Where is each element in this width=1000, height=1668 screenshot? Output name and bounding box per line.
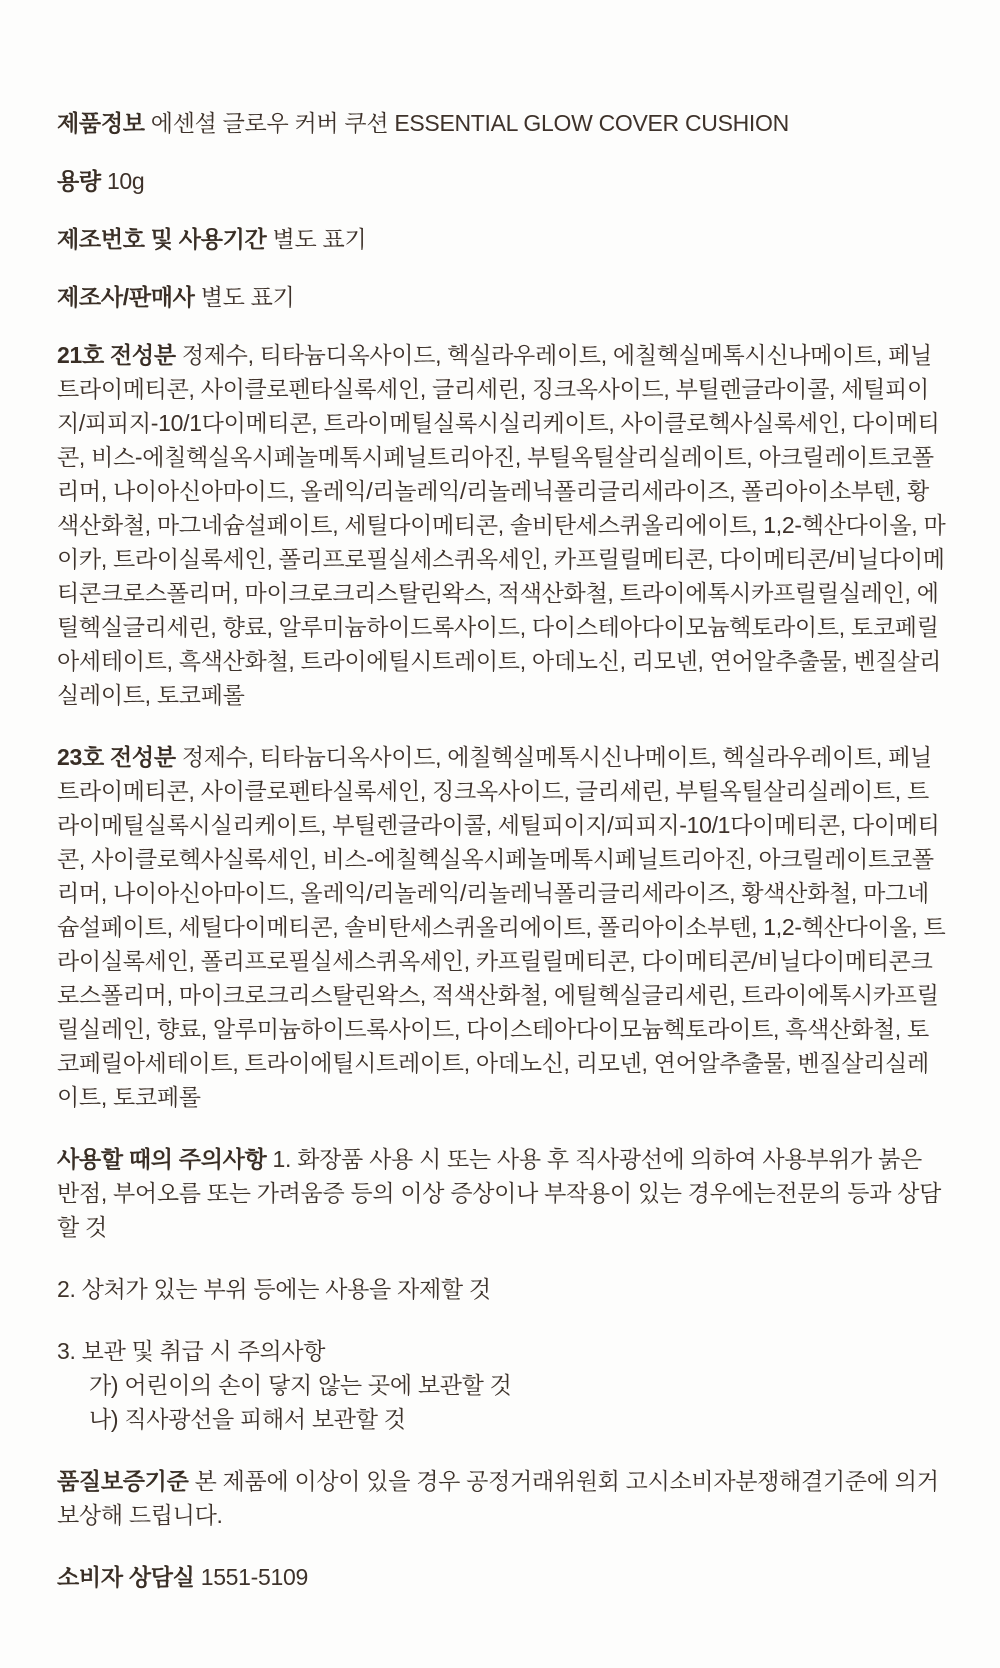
mfg-number-row xyxy=(57,222,947,256)
precautions-paragraph xyxy=(57,1142,947,1244)
manufacturer-label: 제조사/판매사 xyxy=(57,284,195,310)
ingredients-23-label: 23호 전성분 xyxy=(57,744,176,770)
ingredients-21-list: 정제수, 티타늄디옥사이드, 헥실라우레이트, 에칠헥실메톡시신나메이트, 페닐트라이메티콘, 사이클로펜타실록세인, 글리세린, 징크옥사이드, 부틸렌글라이콜, 세틸피이지/피피지-10/1다이메티콘, 트라이메틸실록시실리케이트, 사이클로헥사실록세인, 다이메티콘, 비스-에칠헥실옥시페놀메톡시페닐트리아진, 부틸옥틸살리실레이트, 아크릴레이트코폴리머, 나이아신아마이드, 올레익/리놀레익/리놀레닉폴리글리세라이즈, 폴리아이소부텐, 황색산화철, 마그네슘설페이트, 세틸다이메티콘, 솔비탄세스퀴올리에이트, 1,2-헥산다이올, 마이카, 트라이실록세인, 폴리프로필실세스퀴옥세인, 카프릴릴메티콘, 다이메티콘/비닐다이메티콘크로스폴리머, 마이크로크리스탈린왁스, 적색산화철, 트라이에톡시카프릴릴실레인, 에틸헥실글리세린, 향료, 알루미늄하이드록사이드, 다이스테아다이모늄헥토라이트, 토코페릴아세테이트, 흑색산화철, 트라이에틸시트레이트, 아데노신, 리모넨, 연어알추출물, 벤질살리실레이트, 토코페롤 xyxy=(57,342,946,708)
manufacturer-row xyxy=(57,280,947,314)
mfg-number-value: 별도 표기 xyxy=(272,226,367,252)
precautions-item-3-title: 3. 보관 및 취급 시 주의사항 xyxy=(57,1338,326,1364)
product-info-label: 제품정보 xyxy=(57,110,145,136)
volume-label: 용량 xyxy=(57,168,101,194)
ingredients-23-list: 정제수, 티타늄디옥사이드, 에칠헥실메톡시신나메이트, 헥실라우레이트, 페닐트라이메티콘, 사이클로펜타실록세인, 징크옥사이드, 글리세린, 부틸옥틸살리실레이트, 트라이메틸실록시실리케이트, 부틸렌글라이콜, 세틸피이지/피피지-10/1다이메티콘, 다이메티콘, 사이클로헥사실록세인, 비스-에칠헥실옥시페놀메톡시페닐트리아진, 아크릴레이트코폴리머, 나이아신아마이드, 올레익/리놀레익/리놀레닉폴리글리세라이즈, 황색산화철, 마그네슘설페이트, 세틸다이메티콘, 솔비탄세스퀴올리에이트, 폴리아이소부텐, 1,2-헥산다이올, 트라이실록세인, 폴리프로필실세스퀴옥세인, 카프릴릴메티콘, 다이메티콘/비닐다이메티콘크로스폴리머, 마이크로크리스탈린왁스, 적색산화철, 에틸헥실글리세린, 트라이에톡시카프릴릴실레인, 향료, 알루미늄하이드록사이드, 다이스테아다이모늄헥토라이트, 흑색산화철, 토코페릴아세테이트, 트라이에틸시트레이트, 아데노신, 리모넨, 연어알추출물, 벤질살리실레이트, 토코페롤 xyxy=(57,744,946,1110)
ingredients-21-paragraph xyxy=(57,338,947,712)
mfg-number-label: 제조번호 및 사용기간 xyxy=(57,226,267,252)
precautions-item-3-block xyxy=(57,1334,947,1436)
precautions-item-2: 2. 상처가 있는 부위 등에는 사용을 자제할 것 xyxy=(57,1276,491,1302)
precautions-label: 사용할 때의 주의사항 xyxy=(57,1146,267,1172)
volume-value: 10g xyxy=(106,168,145,194)
precautions-item-3a: 가) 어린이의 손이 닿지 않는 곳에 보관할 것 xyxy=(89,1372,512,1398)
ingredients-23-paragraph xyxy=(57,740,947,1114)
precautions-item-1: 1. 화장품 사용 시 또는 사용 후 직사광선에 의하여 사용부위가 붉은 반점, 부어오름 또는 가려움증 등의 이상 증상이나 부작용이 있는 경우에는전문의 등과 상담할 것 xyxy=(57,1146,942,1240)
ingredients-21-label: 21호 전성분 xyxy=(57,342,176,368)
customer-service-number: 1551-5109 xyxy=(200,1564,308,1590)
quality-guarantee-value: 본 제품에 이상이 있을 경우 공정거래위원회 고시소비자분쟁해결기준에 의거 보상해 드립니다. xyxy=(57,1468,939,1528)
precautions-item-2-paragraph xyxy=(57,1272,947,1306)
quality-guarantee-label: 품질보증기준 xyxy=(57,1468,189,1494)
precautions-item-3b: 나) 직사광선을 피해서 보관할 것 xyxy=(89,1406,406,1432)
customer-service-row xyxy=(57,1560,947,1594)
product-info-value: 에센셜 글로우 커버 쿠션 ESSENTIAL GLOW COVER CUSHION xyxy=(150,110,789,136)
customer-service-label: 소비자 상담실 xyxy=(57,1564,195,1590)
product-name-row xyxy=(57,106,947,140)
quality-guarantee-paragraph xyxy=(57,1464,947,1532)
manufacturer-value: 별도 표기 xyxy=(200,284,295,310)
volume-row xyxy=(57,164,947,198)
